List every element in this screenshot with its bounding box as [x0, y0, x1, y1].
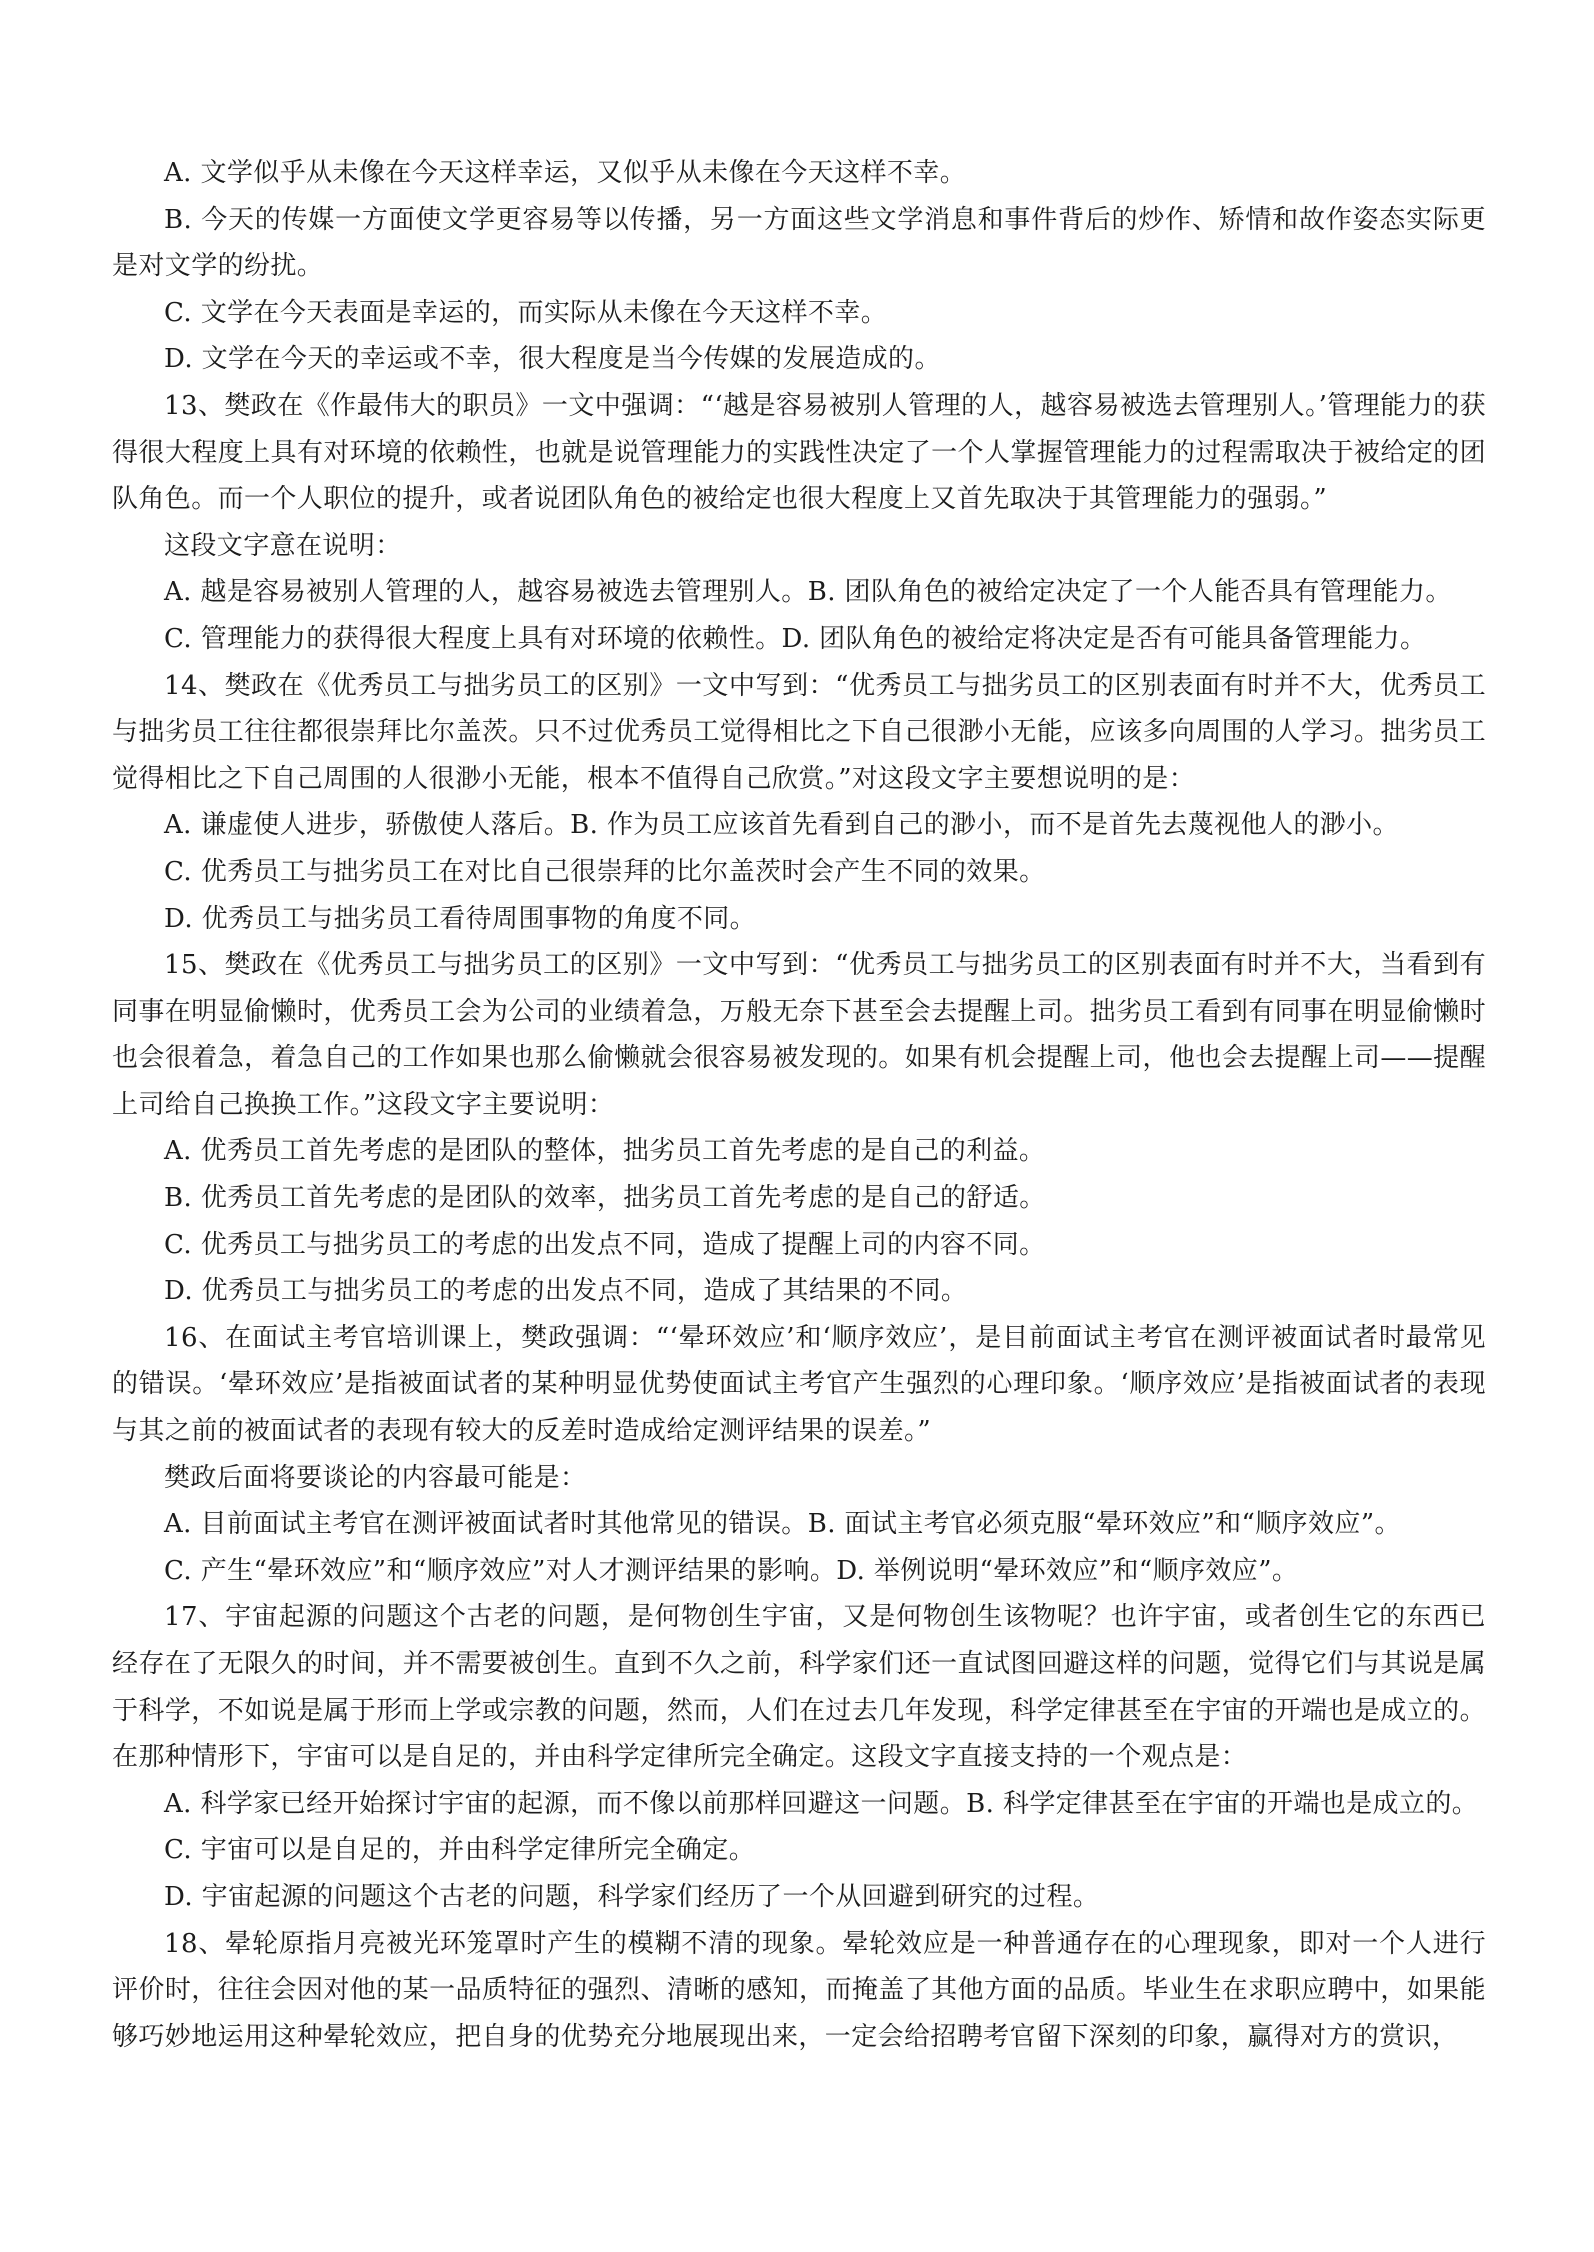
- option-c-q14: C. 优秀员工与拙劣员工在对比自己很崇拜的比尔盖茨时会产生不同的效果。: [164, 856, 1046, 887]
- option-a-q12: A. 文学似乎从未像在今天这样幸运，又似乎从未像在今天这样不幸。: [164, 158, 967, 188]
- options-ab-q13: A. 越是容易被别人管理的人，越容易被选去管理别人。B. 团队角色的被给定决定了一个人能否具有管理能力。: [164, 577, 1452, 608]
- option-d-q12: D. 文学在今天的幸运或不幸，很大程度是当今传媒的发展造成的。: [164, 344, 941, 375]
- option-c-q17: C. 宇宙可以是自足的，并由科学定律所完全确定。: [164, 1835, 756, 1866]
- option-b-q15: B. 优秀员工首先考虑的是团队的效率，拙劣员工首先考虑的是自己的舒适。: [164, 1183, 1046, 1214]
- document-page: [112, 150, 1486, 2060]
- question-17-stem: 17、宇宙起源的问题这个古老的问题，是何物创生宇宙，又是何物创生该物呢？也许宇宙，或者创生它的东西已经存在了无限久的时间，并不需要被创生。直到不久之前，科学家们还一直试图回避这样的问题，觉得它们与其说是属于科学，不如说是属于形而上学或宗教的问题，然而，人们在过去几年发现，科学定律甚至在宇宙的开端也是成立的。在那种情形下，宇宙可以是自足的，并由科学定律所完全确定。这段文字直接支持的一个观点是：: [112, 1602, 1486, 1773]
- question-13-stem: 13、樊政在《作最伟大的职员》一文中强调：“‘越是容易被别人管理的人，越容易被选去管理别人。’管理能力的获得很大程度上具有对环境的依赖性，也就是说管理能力的实践性决定了一个人掌握管理能力的过程需取决于被给定的团队角色。而一个人职位的提升，或者说团队角色的被给定也很大程度上又首先取决于其管理能力的强弱。”: [112, 390, 1486, 515]
- option-c-q15: C. 优秀员工与拙劣员工的考虑的出发点不同，造成了提醒上司的内容不同。: [164, 1229, 1046, 1260]
- question-14-stem: 14、樊政在《优秀员工与拙劣员工的区别》一文中写到：“优秀员工与拙劣员工的区别表面有时并不大，优秀员工与拙劣员工往往都很崇拜比尔盖茨。只不过优秀员工觉得相比之下自己很渺小无能，应该多向周围的人学习。拙劣员工觉得相比之下自己周围的人很渺小无能，根本不值得自己欣赏。”对这段文字主要想说明的是：: [112, 670, 1486, 794]
- question-16-prompt: 樊政后面将要谈论的内容最可能是：: [164, 1462, 587, 1493]
- question-16-stem: 16、在面试主考官培训课上，樊政强调：“‘晕环效应’和‘顺序效应’，是目前面试主考官在测评被面试者时最常见的错误。‘晕环效应’是指被面试者的某种明显优势使面试主考官产生强烈的心理印象。‘顺序效应’是指被面试者的表现与其之前的被面试者的表现有较大的反差时造成给定测评结果的误差。”: [112, 1322, 1486, 1447]
- option-a-q15: A. 优秀员工首先考虑的是团队的整体，拙劣员工首先考虑的是自己的利益。: [164, 1136, 1046, 1167]
- options-cd-q13: C. 管理能力的获得很大程度上具有对环境的依赖性。D. 团队角色的被给定将决定是否有可能具备管理能力。: [164, 623, 1427, 654]
- options-ab-q17: A. 科学家已经开始探讨宇宙的起源，而不像以前那样回避这一问题。B. 科学定律甚至在宇宙的开端也是成立的。: [164, 1788, 1479, 1819]
- option-d-q14: D. 优秀员工与拙劣员工看待周围事物的角度不同。: [164, 903, 757, 934]
- options-ab-q16: A. 目前面试主考官在测评被面试者时其他常见的错误。B. 面试主考官必须克服“晕环效应”和“顺序效应”。: [164, 1509, 1401, 1540]
- question-18-stem: 18、晕轮原指月亮被光环笼罩时产生的模糊不清的现象。晕轮效应是一种普通存在的心理现象，即对一个人进行评价时，往往会因对他的某一品质特征的强烈、清晰的感知，而掩盖了其他方面的品质。毕业生在求职应聘中，如果能够巧妙地运用这种晕轮效应，把自身的优势充分地展现出来，一定会给招聘考官留下深刻的印象，赢得对方的赏识，: [112, 1928, 1486, 2052]
- option-d-q17: D. 宇宙起源的问题这个古老的问题，科学家们经历了一个从回避到研究的过程。: [164, 1881, 1100, 1912]
- question-15-stem: 15、樊政在《优秀员工与拙劣员工的区别》一文中写到：“优秀员工与拙劣员工的区别表面有时并不大，当看到有同事在明显偷懒时，优秀员工会为公司的业绩着急，万般无奈下甚至会去提醒上司。拙劣员工看到有同事在明显偷懒时也会很着急，着急自己的工作如果也那么偷懒就会很容易被发现的。如果有机会提醒上司，他也会去提醒上司——提醒上司给自己换换工作。”这段文字主要说明：: [112, 950, 1486, 1120]
- option-c-q12: C. 文学在今天表面是幸运的，而实际从未像在今天这样不幸。: [164, 297, 888, 328]
- option-b-q12: B. 今天的传媒一方面使文学更容易等以传播，另一方面这些文学消息和事件背后的炒作、矫情和故作姿态实际更是对文学的纷扰。: [112, 204, 1486, 282]
- options-ab-q14: A. 谦虚使人进步，骄傲使人落后。B. 作为员工应该首先看到自己的渺小，而不是首先去蔑视他人的渺小。: [164, 810, 1399, 841]
- question-13-prompt: 这段文字意在说明：: [164, 530, 402, 561]
- option-d-q15: D. 优秀员工与拙劣员工的考虑的出发点不同，造成了其结果的不同。: [164, 1276, 968, 1307]
- options-cd-q16: C. 产生“晕环效应”和“顺序效应”对人才测评结果的影响。D. 举例说明“晕环效应”和“顺序效应”。: [164, 1555, 1299, 1586]
